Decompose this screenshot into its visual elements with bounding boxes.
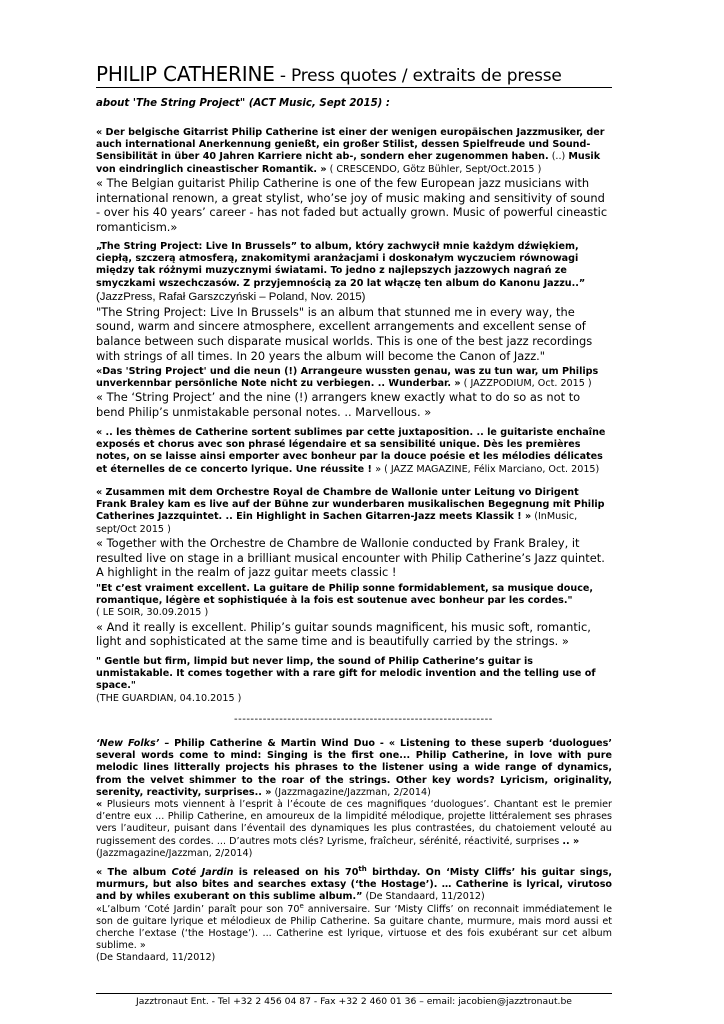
- review-source: (Jazzmagazine/Jazzman, 2/2014): [271, 786, 431, 798]
- page-subtitle: - Press quotes / extraits de presse: [274, 66, 562, 86]
- quote-text: «Das 'String Project' und die neun (!) Arrangeure wussten genau, was zu tun war, um Philips unverkennbar persönliche Note nicht zu verbiegen. .. Wunderbar. »: [96, 366, 599, 390]
- quote-source: ( CRESCENDO, Götz Bühler, Sept/Oct.2015 ): [326, 163, 542, 175]
- quote-translation: « Together with the Orchestre de Chambre de Wallonie conducted by Frank Braley, it resulted live on stage in a brilliant musical encounter with Philip Catherine’s Jazz quintet. A highlight in the realm of jazz guitar meets classic !: [96, 535, 605, 580]
- album-title: Coté Jardin: [171, 867, 234, 878]
- quote-jazzpodium: [96, 366, 612, 420]
- quote-source: (InMusic, sept/Oct 2015 ): [96, 511, 578, 535]
- quote-source: (JazzPress, Rafał Garszczyński – Poland, Nov. 2015): [96, 290, 366, 303]
- review-text: – Philip Catherine & Martin Wind Duo - « Listening to these superb ‘duologues’ several words come to mind: Singing is the first one... Philip Catherine, in love with pure melodic lines litterally projects his phrases to the listener using a wide range of dynamics, from the velvet shimmer to the roar of the strings. Other key words? Lyricism, originality, serenity, reactivity, surprises.. »: [96, 738, 613, 798]
- quote-text: « Zusammen mit dem Orchestre Royal de Chambre de Wallonie unter Leitung vo Dirigent Frank Braley kam es live auf der Bühne zur wunderbaren musikalischen Begegnung mit Philip Catherines Jazzquintet. .. Ein Highlight in Sachen Gitarren-Jazz meets Klassik ! »: [96, 487, 605, 523]
- ordinal-suffix: th: [358, 864, 367, 873]
- about-heading: about 'The String Project" (ACT Music, Sept 2015) :: [96, 98, 390, 109]
- section-separator: ---------------------------------------------------------------: [234, 714, 493, 725]
- quote-le-soir: [96, 583, 612, 649]
- quote-ellipsis: (..): [548, 151, 569, 163]
- quote-inmusic: [96, 487, 612, 580]
- review-french-source: (De Standaard, 11/2012): [96, 952, 216, 964]
- review-text: « The album: [96, 867, 172, 878]
- quote-open: «: [96, 799, 107, 811]
- quote-source: ( JAZZPODIUM, Oct. 2015 ): [460, 378, 592, 390]
- review-french-source: (Jazzmagazine/Jazzman, 2/2014): [96, 847, 253, 859]
- quote-source: (THE GUARDIAN, 04.10.2015 ): [96, 692, 242, 704]
- artist-name: PHILIP CATHERINE: [96, 62, 275, 86]
- review-source: (De Standaard, 11/2012): [362, 891, 485, 903]
- quote-translation: « The ‘String Project’ and the nine (!) arrangers knew exactly what to do so as not to bend Philip’s unmistakable personal notes. .. Marvellous. »: [96, 390, 581, 420]
- review-french: Plusieurs mots viennent à l’esprit à l’écoute de ces magnifiques ‘duologues’. Chantant est le premier d’entre eux ... Philip Catherine, en amoureux de la limpidité mélodique, projette littéralement ses phrases vers l’auditeur, puisant dans l’éventail des dynamiques les plus contrastées, du chatoiement velouté au rugissement des cordes. ... D’autres mots clés? Lyrisme, fraîcheur, sérénité, réactivité, surprises: [96, 799, 612, 847]
- quote-close: .. »: [562, 835, 580, 847]
- quote-source: ( LE SOIR, 30.09.2015 ): [96, 607, 209, 619]
- quote-text-2: Musik von eindringlich cineastischer Romantik. »: [96, 151, 601, 175]
- quote-translation: « And it really is excellent. Philip’s guitar sounds magnificent, his music soft, romantic, light and sophisticated at the same time and is beautifully carried by the strings. »: [96, 619, 591, 649]
- quote-jazz-magazine: [96, 427, 612, 476]
- quote-crescendo: [96, 127, 612, 235]
- quote-text: « Der belgische Gitarrist Philip Catherine ist einer der wenigen europäischen Jazzmusiker, der auch international Anerkennung genießt, ein großer Stilist, dessen Spielfreude und Sound-Sensibilität in über 40 Jahren Karriere nicht ab-, sondern eher zugenommen haben.: [96, 127, 605, 163]
- quote-text: „The String Project: Live In Brussels” to album, który zachwycił mnie każdym dźwiękiem, ciepłą, szczerą atmosferą, znakomitymi aranżacjami i doskonałym wyczuciem równowagi między tak różnymi muzycznymi światami. To jedno z najlepszych jazzowych nagrań ze smyczkami wszechczasów. Z przyjemnością za 20 lat włączę ten album do Kanonu Jazzu..”: [96, 241, 586, 289]
- review-cote-jardin: [96, 864, 613, 965]
- page-title: [96, 62, 612, 88]
- quote-translation: « The Belgian guitarist Philip Catherine is one of the few European jazz musicians with international renown, a great stylist, who’se joy of music making and sensitivity of sound - over his 40 years’ career - has not faded but actually grown. Music of powerful cineastic romanticism.»: [96, 175, 608, 235]
- quote-text: " Gentle but firm, limpid but never limp, the sound of Philip Catherine’s guitar is unmistakable. It comes together with a rare gift for melodic invention and the telling use of space.": [96, 656, 596, 692]
- review-text-2: is released on his 70: [233, 867, 359, 878]
- quote-text: "Et c’est vraiment excellent. La guitare de Philip sonne formidablement, sa musique douce, romantique, légère et sophistiquée à la fois est soutenue avec bonheur par les cordes.": [96, 583, 594, 607]
- ordinal-suffix: e: [299, 901, 304, 910]
- quote-guardian: [96, 656, 612, 705]
- quote-jazzpress: [96, 241, 612, 364]
- album-title: ‘New Folks’: [96, 738, 160, 749]
- quote-text: « .. les thèmes de Catherine sortent sublimes par cette juxtaposition. .. le guitariste enchaîne exposés et chorus avec son phrasé légendaire et sa sensibilité unique. Dès les premières notes, on se laisse ainsi emporter avec bonheur par la douce poésie et les mélodies délicates et éternelles de ce concerto lyrique. Une réussite !: [96, 427, 606, 475]
- quote-source: » ( JAZZ MAGAZINE, Félix Marciano, Oct. 2015): [375, 463, 600, 475]
- review-french-2: anniversaire. Sur ‘Misty Cliffs’ on reconnait immédiatement le son de guitare lyrique et mélodieux de Philip Catherine. Sa guitare chante, murmure, mais mord aussi et cherche l’extase (‘the Hostage’). ... Catherine est lyrique, virtuose et des fois exubérant sur cet album sublime. »: [96, 903, 613, 952]
- review-text-3: birthday. On ‘Misty Cliffs’ his guitar sings, murmurs, but also bites and searches extasy (‘the Hostage’). … Catherine is lyrical, virutoso and by whiles exuberant on this sublime album.”: [96, 867, 612, 903]
- footer-contact: Jazztronaut Ent. - Tel +32 2 456 04 87 - Fax +32 2 460 01 36 – email: jacobien@jazztronaut.be: [96, 993, 612, 1007]
- review-new-folks: [96, 738, 612, 860]
- quote-translation: "The String Project: Live In Brussels" is an album that stunned me in every way, the sound, warm and sincere atmosphere, excellent arrangements and excellent sense of balance between such disparate musical worlds. This is one of the best jazz recordings with strings of all times. In 20 years the album will become the Canon of Jazz.": [96, 304, 593, 363]
- review-french: «L’album ‘Coté Jardin’ paraît pour son 70: [96, 903, 300, 915]
